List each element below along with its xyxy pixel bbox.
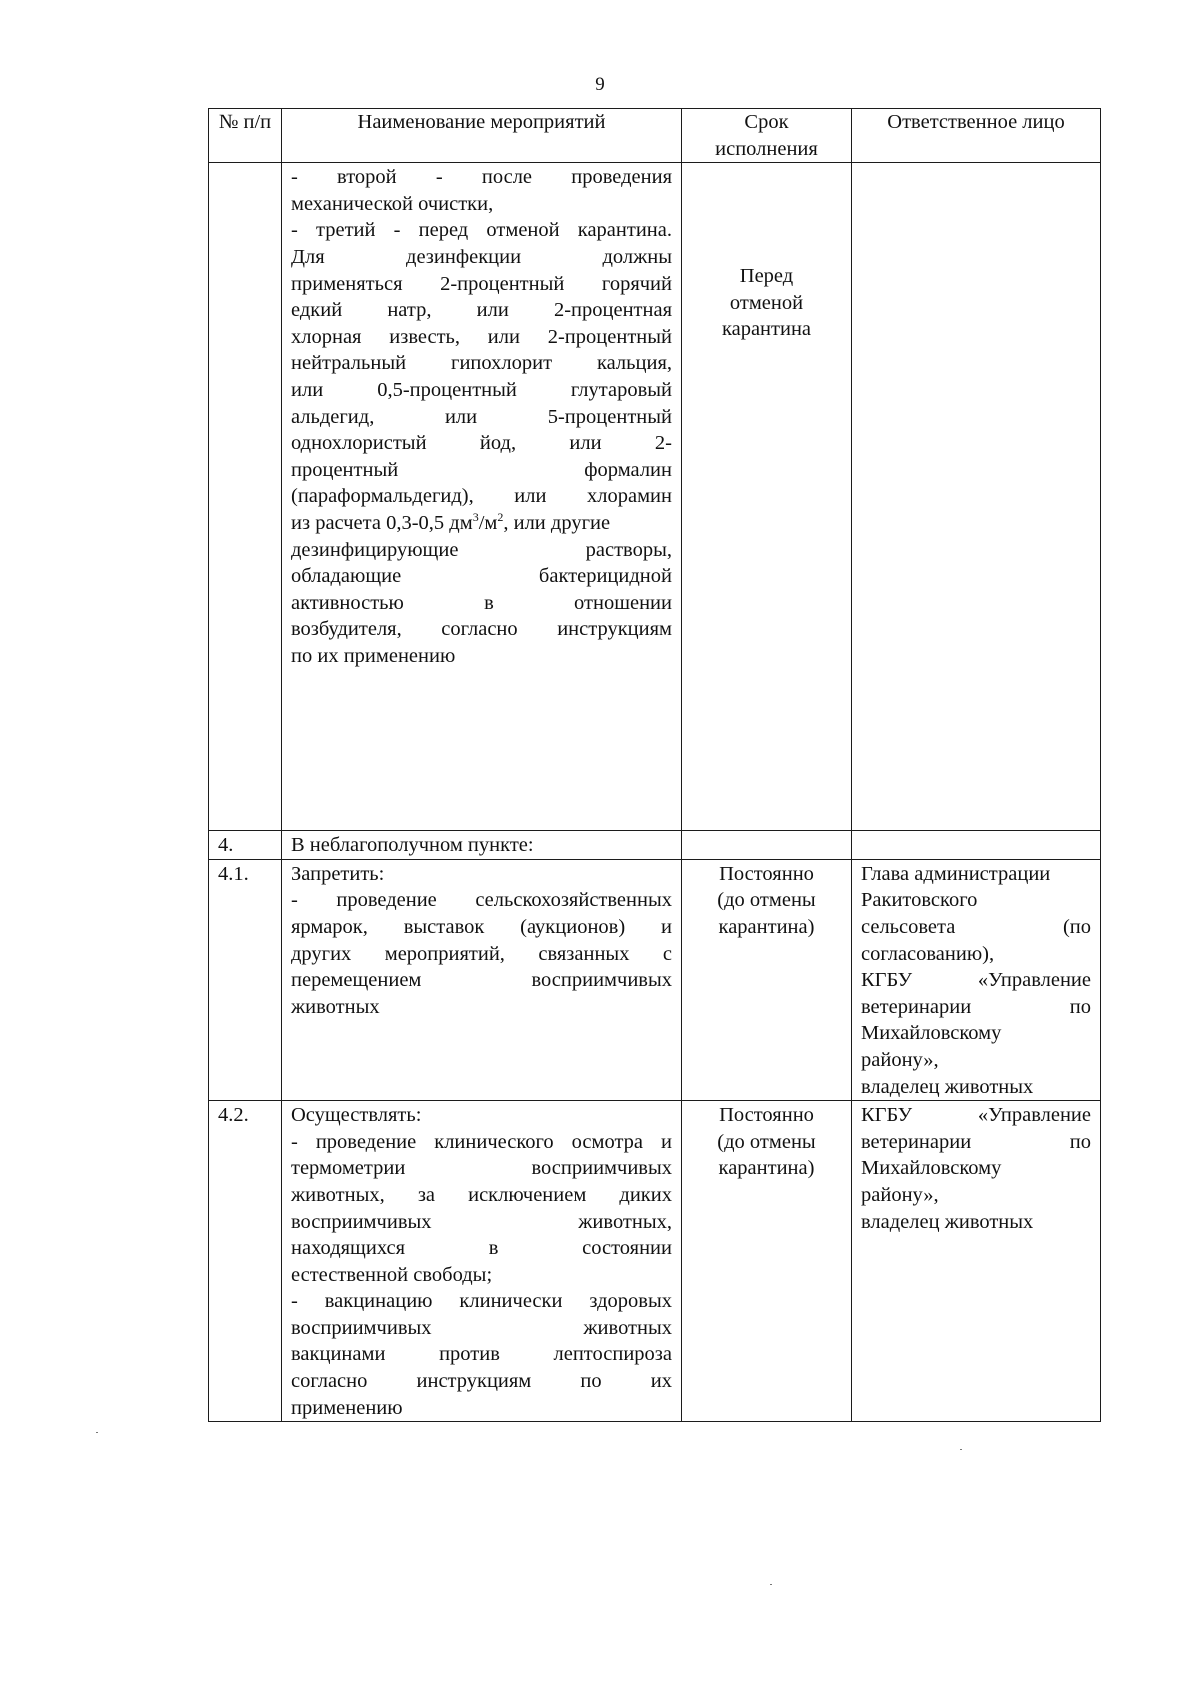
scan-speck [770, 1584, 772, 1585]
text-line: - проведение сельскохозяйственных [291, 889, 672, 912]
text-line: дезинфицирующие растворы, [291, 538, 672, 561]
cell-deadline [682, 163, 852, 831]
deadline-line: (до отмены [717, 1130, 816, 1153]
header-deadline: Срок исполнения [682, 109, 852, 163]
superscript-3: 3 [472, 510, 479, 525]
cell-number: 4.1. [209, 859, 282, 1100]
page-number: 9 [595, 74, 605, 95]
table-row-continuation [209, 163, 1101, 831]
responsible-line: КГБУ «Управление [861, 1104, 1091, 1127]
cell-deadline [682, 1101, 852, 1422]
text-line: термометрии восприимчивых [291, 1157, 672, 1180]
cell-deadline [682, 859, 852, 1100]
header-number: № п/п [209, 109, 282, 163]
cell-measure-text [282, 163, 682, 831]
responsible-line: Михайловскому [861, 1022, 1002, 1045]
responsible-line: району», [861, 1183, 939, 1206]
deadline-line: Постоянно [719, 862, 814, 885]
text-line: животных, за исключением диких [291, 1183, 672, 1206]
responsible-line: Михайловскому [861, 1157, 1002, 1180]
cell-deadline [682, 831, 852, 860]
text-units-start: из расчета 0,3-0,5 дм [291, 511, 473, 534]
text-line: животных [291, 995, 380, 1018]
text-line: Осуществлять: [291, 1104, 422, 1127]
text-line: - второй - после проведения [291, 166, 672, 189]
cell-responsible [852, 1101, 1101, 1422]
cell-measure-text [282, 859, 682, 1100]
text-line: однохлористый йод, или 2- [291, 432, 672, 455]
text-units-mid: /м [478, 511, 498, 534]
cell-number [209, 163, 282, 831]
text-line: ярмарок, выставок (аукционов) и [291, 915, 672, 938]
text-line: Для дезинфекции должны [291, 245, 672, 268]
text-line: согласно инструкциям по их [291, 1370, 672, 1393]
text-line: едкий натр, или 2-процентная [291, 299, 672, 322]
table-row-4-1 [209, 859, 1101, 1100]
deadline-line: карантина) [718, 1157, 815, 1180]
text-line: восприимчивых животных, [291, 1210, 672, 1233]
deadline-line: карантина) [718, 915, 815, 938]
table-row-section-4 [209, 831, 1101, 860]
text-line: находящихся в состоянии [291, 1237, 672, 1260]
deadline-line: карантина [721, 318, 812, 341]
text-line: обладающие бактерицидной [291, 565, 672, 588]
responsible-line: Ракитовского [861, 889, 978, 912]
text-line: - проведение клинического осмотра и [291, 1130, 672, 1153]
responsible-line: владелец животных [861, 1075, 1034, 1098]
text-line: альдегид, или 5-процентный [291, 405, 672, 428]
text-line: механической очистки, [291, 192, 494, 215]
responsible-line: владелец животных [861, 1210, 1034, 1233]
text-line: - третий - перед отменой карантина. [291, 219, 672, 242]
text-units-tail: , или другие [503, 511, 611, 534]
text-line: по их применению [291, 644, 456, 667]
text-line-units [291, 510, 672, 537]
responsible-line: ветеринарии по [861, 1130, 1091, 1153]
deadline-line: Перед [739, 265, 794, 288]
scan-speck [96, 1432, 98, 1433]
cell-responsible [852, 831, 1101, 860]
text-line: применяться 2-процентный горячий [291, 272, 672, 295]
table-header-row [209, 109, 1101, 163]
responsible-line: сельсовета (по [861, 915, 1091, 938]
text-line: других мероприятий, связанных с [291, 942, 672, 965]
cell-responsible [852, 163, 1101, 831]
text-line: (параформальдегид), или хлорамин [291, 485, 672, 508]
text-line: применению [291, 1396, 403, 1419]
responsible-line: КГБУ «Управление [861, 969, 1091, 992]
header-measure-name: Наименование мероприятий [282, 109, 682, 163]
text-line: или 0,5-процентный глутаровый [291, 378, 672, 401]
measures-table [208, 108, 1101, 1422]
responsible-line: Глава администрации [861, 862, 1051, 885]
text-line: хлорная известь, или 2-процентный [291, 325, 672, 348]
deadline-line: Постоянно [719, 1104, 814, 1127]
cell-section-title: В неблагополучном пункте: [282, 831, 682, 860]
text-line: вакцинами против лептоспироза [291, 1343, 672, 1366]
text-line: возбудителя, согласно инструкциям [291, 618, 672, 641]
table-row-4-2 [209, 1101, 1101, 1422]
superscript-2: 2 [497, 510, 504, 525]
header-responsible: Ответственное лицо [852, 109, 1101, 163]
cell-number: 4. [209, 831, 282, 860]
cell-number: 4.2. [209, 1101, 282, 1422]
text-line: - вакцинацию клинически здоровых [291, 1290, 672, 1313]
text-line: перемещением восприимчивых [291, 969, 672, 992]
text-line: процентный формалин [291, 458, 672, 481]
responsible-line: ветеринарии по [861, 995, 1091, 1018]
text-line: восприимчивых животных [291, 1316, 672, 1339]
responsible-line: согласованию), [861, 942, 995, 965]
deadline-line: отменой [729, 291, 804, 314]
text-line: Запретить: [291, 862, 385, 885]
deadline-line: (до отмены [717, 889, 816, 912]
responsible-line: району», [861, 1048, 939, 1071]
cell-measure-text [282, 1101, 682, 1422]
text-line: нейтральный гипохлорит кальция, [291, 352, 672, 375]
scan-speck [960, 1449, 962, 1450]
text-line: активностью в отношении [291, 591, 672, 614]
cell-responsible [852, 859, 1101, 1100]
text-line: естественной свободы; [291, 1263, 493, 1286]
